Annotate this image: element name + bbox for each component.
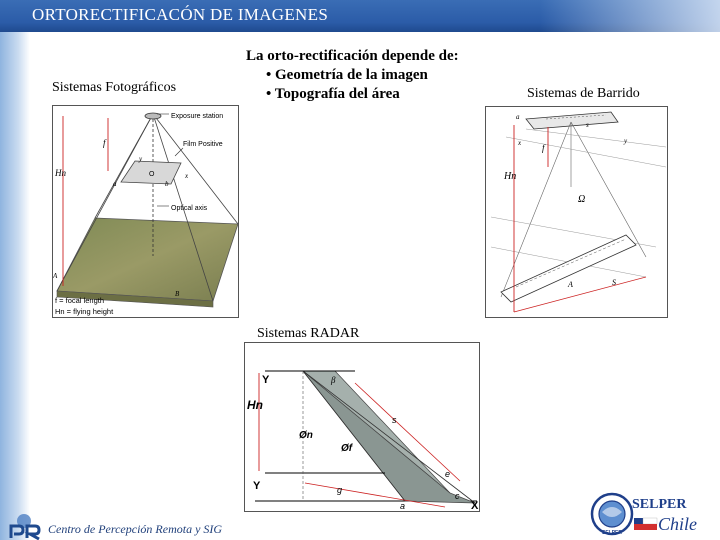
title-bar bbox=[0, 0, 720, 32]
radar-system-figure bbox=[244, 342, 480, 512]
near-angle-symbol: Øn bbox=[299, 430, 313, 441]
logo-selper-text: SELPER bbox=[632, 497, 687, 512]
ground-swath bbox=[501, 235, 636, 302]
axis-x-label: x bbox=[185, 172, 189, 180]
ground-point-a: A bbox=[568, 280, 573, 289]
sensor-array bbox=[526, 112, 618, 129]
bullet-geometry: • Geometría de la imagen bbox=[266, 67, 428, 83]
logo-chile-text: Chile bbox=[658, 514, 697, 534]
terrain-surface bbox=[57, 218, 238, 301]
footer-institution: Centro de Percepción Remota y SIG bbox=[48, 522, 223, 536]
ground-point-a: A bbox=[53, 272, 58, 280]
y-axis-bottom-label: Y bbox=[253, 480, 261, 492]
image-point-a: a bbox=[113, 180, 117, 188]
center-heading: La orto-rectificación depende de: bbox=[246, 48, 459, 64]
flying-height-symbol: Hn bbox=[247, 398, 263, 412]
radar-diagram bbox=[245, 343, 481, 513]
ground-point-b: B bbox=[175, 290, 180, 298]
cprs-logo bbox=[5, 508, 47, 540]
ground-point-s: S bbox=[612, 278, 616, 287]
focal-length-symbol: f bbox=[103, 138, 106, 148]
legend-focal-length: f = focal length bbox=[55, 296, 104, 305]
radar-section-label: Sistemas RADAR bbox=[257, 326, 360, 341]
far-angle-symbol: Øf bbox=[341, 443, 353, 454]
y-axis-top-label: Y bbox=[262, 374, 270, 386]
scanning-system-figure bbox=[485, 106, 668, 318]
slant-range-label: s bbox=[392, 415, 397, 425]
image-point-a: a bbox=[516, 113, 520, 121]
scan-angle-symbol: Ω bbox=[578, 194, 586, 205]
scanning-diagram bbox=[486, 107, 669, 319]
title-bar-fade bbox=[540, 0, 720, 32]
focal-length-symbol: f bbox=[542, 143, 545, 153]
photographic-diagram bbox=[53, 106, 240, 319]
legend-flying-height: Hn = flying height bbox=[55, 307, 114, 316]
axis-y-label: y bbox=[624, 137, 628, 145]
scan-section-label: Sistemas de Barrido bbox=[527, 86, 640, 101]
image-point-b: b bbox=[165, 180, 169, 188]
point-c-label: c bbox=[455, 491, 460, 501]
beam-angle-symbol: β bbox=[331, 375, 336, 385]
x-axis-label: X bbox=[471, 500, 479, 512]
axis-y-label: y bbox=[139, 155, 143, 163]
principal-point-label: O bbox=[149, 171, 155, 178]
ground-range-label: g bbox=[337, 485, 343, 495]
exposure-station-label: Exposure station bbox=[171, 113, 224, 120]
left-accent-strip bbox=[0, 0, 30, 540]
radar-beam-near bbox=[303, 371, 450, 493]
photographic-system-figure bbox=[52, 105, 239, 318]
bullet-topography: • Topografía del área bbox=[266, 86, 400, 102]
logo-ring-text: SELPER bbox=[601, 530, 623, 536]
flying-height-symbol: Hn bbox=[55, 168, 66, 178]
selper-chile-logo bbox=[590, 490, 716, 538]
photo-section-label: Sistemas Fotográficos bbox=[52, 80, 177, 95]
optical-axis-label: Optical axis bbox=[171, 205, 208, 212]
film-positive-label: Film Positive bbox=[183, 141, 223, 148]
image-point-s: s bbox=[586, 121, 589, 129]
flying-height-symbol: Hn bbox=[504, 171, 517, 182]
point-e-label: e bbox=[445, 469, 451, 479]
slide-title: ORTORECTIFICACÓN DE IMAGENES bbox=[32, 5, 329, 24]
axis-x-label: x bbox=[518, 139, 522, 147]
point-a-label: a bbox=[400, 501, 406, 511]
center-text-block bbox=[246, 47, 516, 104]
